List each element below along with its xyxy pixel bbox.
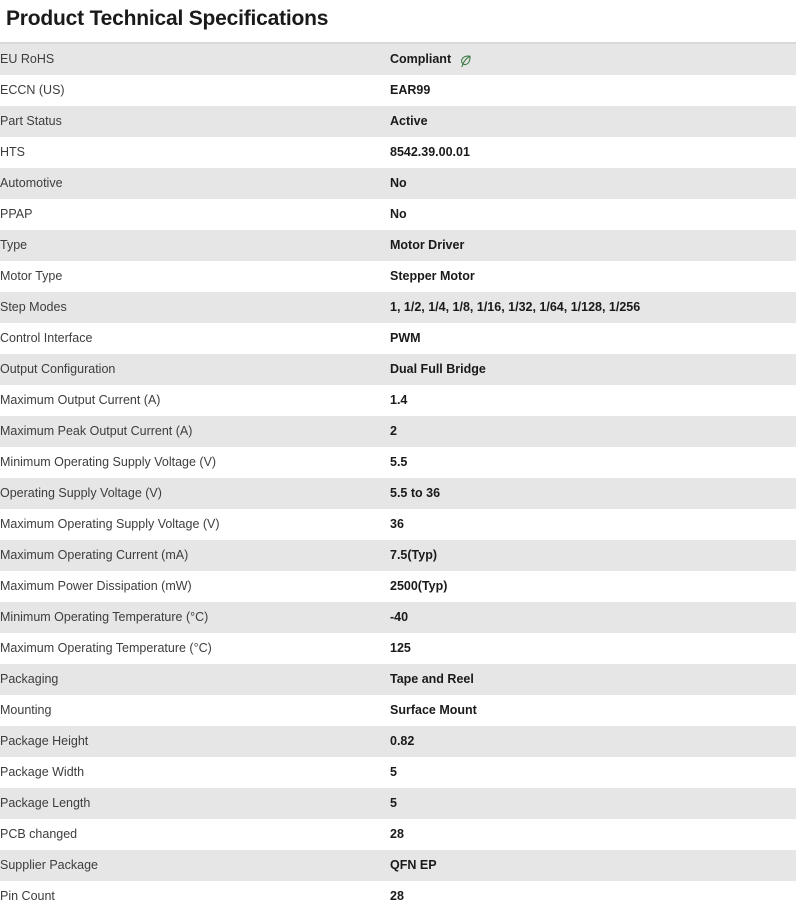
spec-value-wrap: [390, 858, 796, 873]
spec-attribute: Step Modes: [0, 300, 67, 314]
spec-value-wrap: [390, 238, 796, 253]
spec-value: 1, 1/2, 1/4, 1/8, 1/16, 1/32, 1/64, 1/128, 1/256: [390, 300, 641, 314]
spec-value: 36: [390, 517, 404, 531]
spec-value-wrap: [390, 83, 796, 98]
spec-value-cell: [390, 44, 796, 75]
table-row: [0, 881, 796, 912]
spec-value-wrap: [390, 269, 796, 284]
table-row: [0, 695, 796, 726]
spec-attribute: Pin Count: [0, 889, 55, 903]
spec-attribute: Maximum Operating Supply Voltage (V): [0, 517, 220, 531]
spec-value-wrap: [390, 548, 796, 563]
spec-value-cell: [390, 850, 796, 881]
spec-attribute: Control Interface: [0, 331, 93, 345]
spec-value-cell: [390, 416, 796, 447]
spec-value-wrap: [390, 486, 796, 501]
spec-value: 5.5 to 36: [390, 486, 441, 500]
spec-value: -40: [390, 610, 409, 624]
table-row: [0, 757, 796, 788]
table-row: [0, 168, 796, 199]
spec-value-wrap: [390, 455, 796, 470]
spec-value-cell: [390, 354, 796, 385]
table-row: [0, 261, 796, 292]
spec-value: 5: [390, 765, 397, 779]
spec-value-cell: [390, 757, 796, 788]
spec-value-cell: [390, 75, 796, 106]
spec-value-cell: [390, 509, 796, 540]
spec-value-wrap: [390, 889, 796, 904]
specifications-table: [0, 44, 796, 912]
specifications-table-body: [0, 44, 796, 912]
spec-attribute: Output Configuration: [0, 362, 116, 376]
table-row: [0, 819, 796, 850]
spec-value-cell: [390, 137, 796, 168]
spec-attribute: Part Status: [0, 114, 62, 128]
spec-value: No: [390, 207, 407, 221]
spec-attribute: Package Height: [0, 734, 89, 748]
table-row: [0, 44, 796, 75]
spec-value-cell: [390, 385, 796, 416]
table-row: [0, 447, 796, 478]
spec-value-cell: [390, 571, 796, 602]
leaf-icon: [458, 54, 472, 68]
table-row: [0, 726, 796, 757]
spec-value-wrap: [390, 362, 796, 377]
spec-value: 7.5(Typ): [390, 548, 437, 562]
spec-value: EAR99: [390, 83, 431, 97]
spec-value-wrap: [390, 734, 796, 749]
table-row: [0, 106, 796, 137]
spec-value-cell: [390, 695, 796, 726]
table-row: [0, 850, 796, 881]
spec-value-wrap: [390, 610, 796, 625]
spec-value-wrap: [390, 300, 796, 315]
spec-attribute: Automotive: [0, 176, 63, 190]
spec-value-cell: [390, 602, 796, 633]
spec-value: 125: [390, 641, 411, 655]
spec-attribute: Motor Type: [0, 269, 63, 283]
table-row: [0, 385, 796, 416]
spec-value-wrap: [390, 145, 796, 160]
spec-value: 5: [390, 796, 397, 810]
spec-attribute: Mounting: [0, 703, 52, 717]
spec-value-wrap: [390, 331, 796, 346]
table-row: [0, 323, 796, 354]
table-row: [0, 416, 796, 447]
spec-attribute: Supplier Package: [0, 858, 98, 872]
spec-value-cell: [390, 292, 796, 323]
spec-value-cell: [390, 881, 796, 912]
table-row: [0, 664, 796, 695]
spec-value-wrap: [390, 703, 796, 718]
spec-value: Dual Full Bridge: [390, 362, 486, 376]
spec-value-wrap: [390, 517, 796, 532]
table-row: [0, 788, 796, 819]
spec-attribute: Minimum Operating Temperature (°C): [0, 610, 209, 624]
table-row: [0, 137, 796, 168]
spec-value-cell: [390, 168, 796, 199]
spec-value-wrap: [390, 207, 796, 222]
spec-value-cell: [390, 819, 796, 850]
spec-value: 0.82: [390, 734, 415, 748]
spec-attribute: HTS: [0, 145, 25, 159]
spec-value: Surface Mount: [390, 703, 477, 717]
spec-attribute: Maximum Peak Output Current (A): [0, 424, 193, 438]
spec-attribute: Maximum Power Dissipation (mW): [0, 579, 192, 593]
table-row: [0, 602, 796, 633]
table-row: [0, 540, 796, 571]
spec-attribute: Operating Supply Voltage (V): [0, 486, 162, 500]
spec-value-cell: [390, 726, 796, 757]
spec-value: 8542.39.00.01: [390, 145, 470, 159]
table-row: [0, 571, 796, 602]
spec-value: 28: [390, 827, 404, 841]
spec-value-wrap: [390, 827, 796, 842]
table-row: [0, 354, 796, 385]
spec-attribute: Maximum Output Current (A): [0, 393, 161, 407]
spec-value: 1.4: [390, 393, 408, 407]
table-row: [0, 75, 796, 106]
spec-value-cell: [390, 199, 796, 230]
spec-value-cell: [390, 447, 796, 478]
spec-value: 2500(Typ): [390, 579, 448, 593]
spec-value: PWM: [390, 331, 421, 345]
spec-value: No: [390, 176, 407, 190]
table-row: [0, 199, 796, 230]
spec-value-cell: [390, 478, 796, 509]
spec-attribute: Package Width: [0, 765, 85, 779]
spec-value: QFN EP: [390, 858, 437, 872]
spec-value-wrap: [390, 176, 796, 191]
table-row: [0, 509, 796, 540]
spec-attribute: Package Length: [0, 796, 91, 810]
spec-attribute: Maximum Operating Current (mA): [0, 548, 189, 562]
spec-value: Tape and Reel: [390, 672, 474, 686]
spec-value-cell: [390, 788, 796, 819]
spec-value-wrap: [390, 52, 796, 67]
spec-value-cell: [390, 633, 796, 664]
spec-attribute: Minimum Operating Supply Voltage (V): [0, 455, 217, 469]
spec-value-cell: [390, 664, 796, 695]
spec-value: Active: [390, 114, 428, 128]
spec-value: 28: [390, 889, 404, 903]
spec-value-wrap: [390, 393, 796, 408]
spec-value-cell: [390, 323, 796, 354]
spec-value-wrap: [390, 424, 796, 439]
spec-value: Compliant: [390, 52, 452, 66]
table-row: [0, 478, 796, 509]
spec-value: Motor Driver: [390, 238, 465, 252]
spec-value: 2: [390, 424, 397, 438]
spec-value-wrap: [390, 765, 796, 780]
spec-value-wrap: [390, 579, 796, 594]
spec-value: 5.5: [390, 455, 408, 469]
spec-attribute: ECCN (US): [0, 83, 65, 97]
spec-value-wrap: [390, 114, 796, 129]
spec-attribute: Type: [0, 238, 28, 252]
spec-attribute: EU RoHS: [0, 52, 55, 66]
table-row: [0, 230, 796, 261]
table-row: [0, 292, 796, 323]
spec-value-wrap: [390, 796, 796, 811]
spec-value-cell: [390, 230, 796, 261]
page-title: Product Technical Specifications: [6, 7, 329, 30]
spec-value: Stepper Motor: [390, 269, 475, 283]
spec-value-cell: [390, 261, 796, 292]
spec-value-wrap: [390, 641, 796, 656]
spec-attribute: Packaging: [0, 672, 59, 686]
spec-attribute: Maximum Operating Temperature (°C): [0, 641, 212, 655]
table-row: [0, 633, 796, 664]
spec-attribute: PCB changed: [0, 827, 78, 841]
spec-value-cell: [390, 540, 796, 571]
spec-attribute: PPAP: [0, 207, 33, 221]
spec-value-cell: [390, 106, 796, 137]
spec-value-wrap: [390, 672, 796, 687]
